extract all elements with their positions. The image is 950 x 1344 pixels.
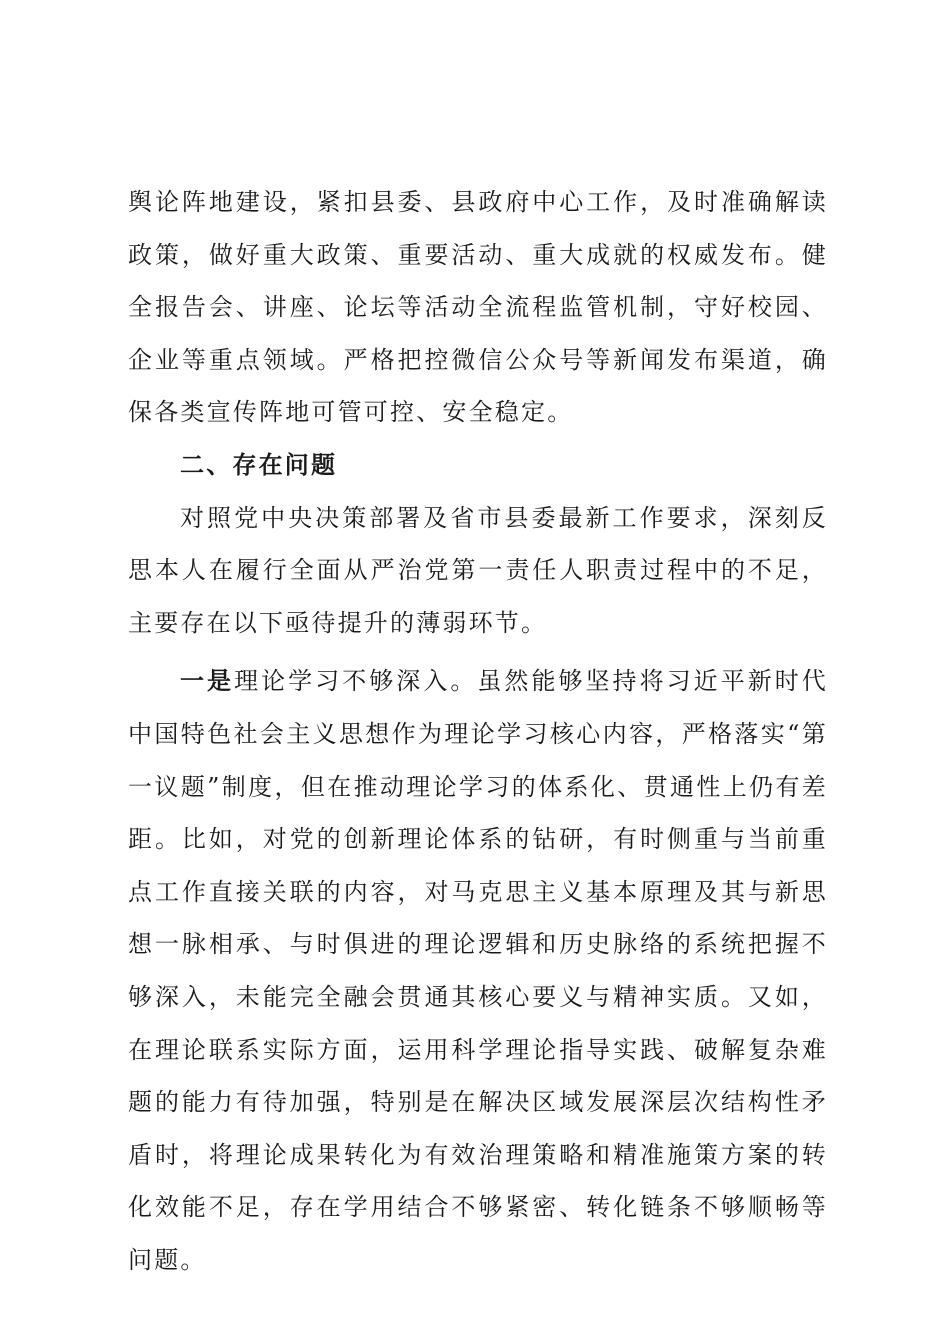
document-body xyxy=(128,176,828,1286)
paragraph-intro: 对照党中央决策部署及省市县委最新工作要求，深刻反思本人在履行全面从严治党第一责任人职责过程中的不足，主要存在以下亟待提升的薄弱环节。 xyxy=(128,503,828,637)
item-1-lead: 一是 xyxy=(180,667,235,696)
paragraph-continuation: 舆论阵地建设，紧扣县委、县政府中心工作，及时准确解读政策，做好重大政策、重要活动、重大成就的权威发布。健全报告会、讲座、论坛等活动全流程监管机制，守好校园、企业等重点领域。严格把控微信公众号等新闻发布渠道，确保各类宣传阵地可管可控、安全稳定。 xyxy=(128,188,828,427)
section-heading: 二、存在问题 xyxy=(180,450,338,479)
paragraph-item-1 xyxy=(128,655,828,1286)
item-1-text: 理论学习不够深入。虽然能够坚持将习近平新时代中国特色社会主义思想作为理论学习核心内容，严格落实“第一议题”制度，但在推动理论学习的体系化、贯通性上仍有差距。比如，对党的创新理论体系的钻研，有时侧重与当前重点工作直接关联的内容，对马克思主义基本原理及其与新思想一脉相承、与时俱进的理论逻辑和历史脉络的系统把握不够深入，未能完全融会贯通其核心要义与精神实质。又如，在理论联系实际方面，运用科学理论指导实践、破解复杂难题的能力有待加强，特别是在解决区域发展深层次结构性矛盾时，将理论成果转化为有效治理策略和精准施策方案的转化效能不足，存在学用结合不够紧密、转化链条不够顺畅等问题。 xyxy=(128,667,828,1274)
